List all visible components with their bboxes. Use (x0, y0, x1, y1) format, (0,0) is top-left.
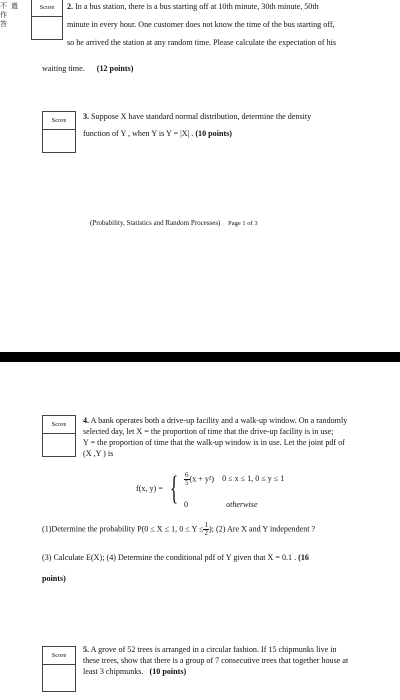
question-number: 4. (83, 416, 90, 425)
question-text: minute in every hour. One customer does not know the time of the bus starting off, (67, 19, 335, 29)
pdf-coef-den: 5 (185, 479, 189, 487)
question-2-tail (42, 64, 133, 75)
score-label: Score (43, 112, 75, 130)
score-box-q3[interactable] (42, 111, 76, 153)
question-text: Y = the proportion of time that the walk-up window is in use. Let the joint pdf of (83, 437, 345, 447)
question-text: so he arrived the station at any random time. Please calculate the expectation of his (67, 37, 337, 47)
question-text: selected day, let X = the proportion of time that the drive-up facility is in use; (83, 426, 334, 436)
question-text: these trees, show that there is a group of 7 consecutive trees that together house at (83, 655, 349, 665)
question-4-points (42, 574, 66, 585)
score-box-q2[interactable] (31, 0, 63, 40)
footer-title: (Probability, Statistics and Random Processes) (90, 219, 221, 227)
score-label: Score (43, 647, 75, 665)
question-text: (1)Determine the probability P(0 ≤ X ≤ 1, 0 ≤ Y ≤ (42, 524, 204, 534)
pdf-case-2 (184, 500, 258, 511)
points-label: (16 (298, 553, 309, 562)
question-text: function of Y , when Y is Y = |X| . (83, 128, 194, 138)
question-text: waiting time. (42, 64, 85, 73)
margin-char: 答 (0, 20, 7, 28)
question-text: (X ,Y ) is (83, 448, 114, 458)
page-separator (0, 352, 400, 362)
pdf-lhs: f(x, y) = (136, 484, 163, 493)
fraction-num: 1 (204, 521, 208, 529)
question-text: Suppose X have standard normal distribution, determine the density (91, 112, 312, 121)
question-text: ); (2) Are X and Y independent ? (208, 524, 316, 534)
question-text: (3) Calculate E(X); (4) Determine the conditional pdf of Y given that X = 0.1 . (42, 553, 297, 562)
points-label: (12 points) (96, 64, 134, 73)
page-footer (90, 219, 258, 229)
question-text: least 3 chipmunks. (83, 666, 144, 676)
pdf-otherwise: otherwise (226, 500, 258, 509)
pdf-condition: 0 ≤ x ≤ 1, 0 ≤ y ≤ 1 (222, 474, 285, 484)
page-number: Page 1 of 3 (228, 220, 258, 227)
pdf-case-1 (184, 472, 284, 487)
question-4 (83, 416, 381, 460)
score-label: Score (43, 416, 75, 434)
question-number: 3. (83, 112, 90, 121)
pdf-coef-num: 6 (185, 471, 189, 479)
margin-char: 不 (0, 2, 7, 10)
margin-char: 遒 (11, 2, 18, 10)
score-box-q4[interactable] (42, 415, 76, 457)
pdf-brace: { (170, 470, 179, 507)
joint-pdf-formula (136, 469, 336, 515)
question-3 (83, 112, 380, 140)
fraction-den: 2 (204, 529, 208, 537)
question-5 (83, 645, 381, 678)
question-text: A bank operates both a drive-up facility and a walk-up window. On a randomly (90, 416, 348, 425)
pdf-expr: (x + y²) (189, 474, 215, 484)
margin-notice (0, 2, 24, 29)
question-number: 2. (67, 2, 74, 11)
score-label: Score (32, 0, 62, 17)
points-label: (10 points) (195, 128, 232, 138)
question-2 (67, 2, 379, 49)
question-4-part-1-2 (42, 522, 382, 537)
score-box-q5[interactable] (42, 646, 76, 692)
question-4-part-3-4 (42, 553, 387, 564)
question-text: In a bus station, there is a bus starting off at 10th minute, 30th minute, 50th (75, 2, 319, 11)
points-label: (10 points) (149, 666, 187, 676)
pdf-zero: 0 (184, 500, 189, 509)
question-number: 5. (83, 645, 90, 654)
question-text: A grove of 52 trees is arranged in a circular fashion. If 15 chipmunks live in (90, 645, 337, 654)
margin-char: 作 (0, 11, 7, 19)
points-label: points) (42, 574, 66, 583)
